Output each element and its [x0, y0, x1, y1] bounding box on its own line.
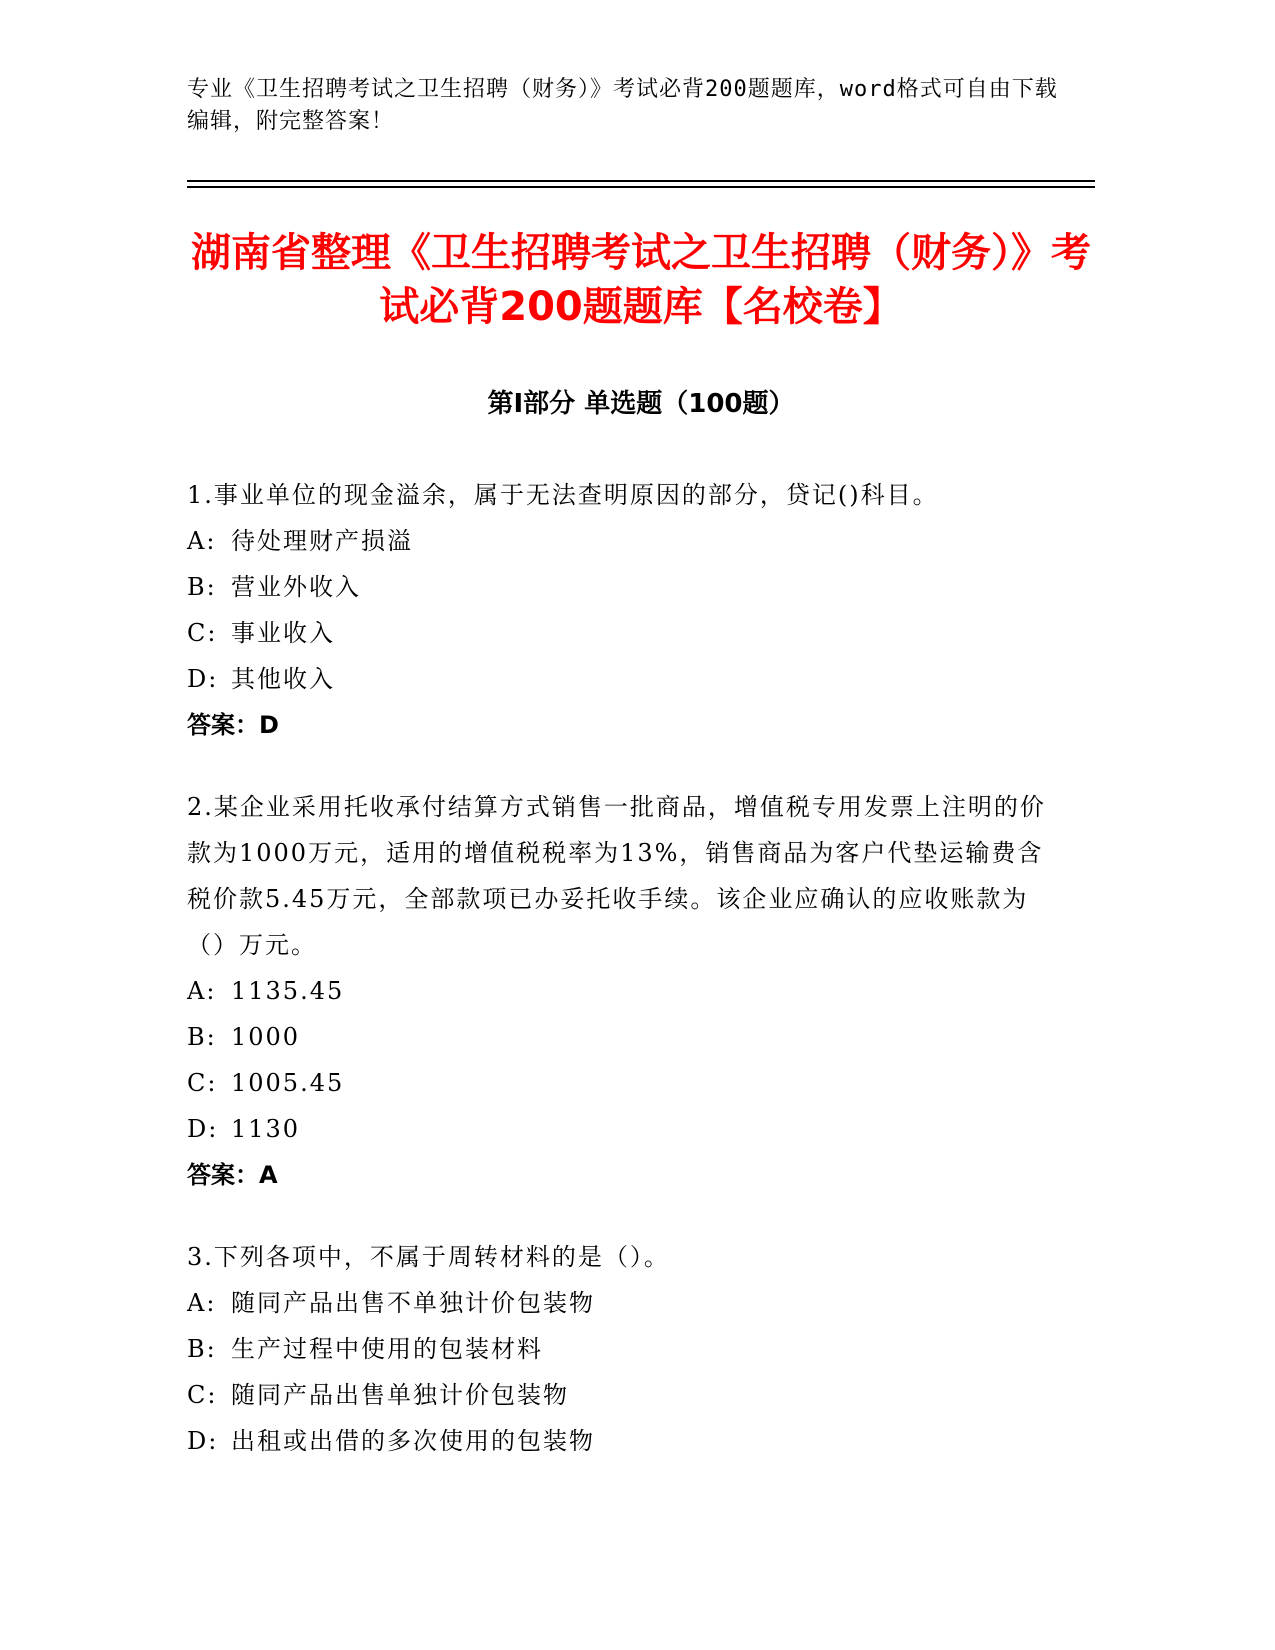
option-letter: B: [187, 1023, 217, 1051]
option-b [187, 1326, 1067, 1372]
section-title: 第I部分 单选题（100题） [487, 389, 795, 419]
option-text: 营业外收入 [231, 573, 361, 601]
option-text: 1135.45 [231, 977, 345, 1005]
option-text: 出租或出借的多次使用的包装物 [231, 1427, 595, 1455]
option-c [187, 1372, 1067, 1418]
option-b [187, 1014, 1067, 1060]
option-letter: A: [187, 527, 217, 555]
option-letter: A: [187, 977, 217, 1005]
option-text: 生产过程中使用的包装材料 [231, 1335, 543, 1363]
option-text: 1130 [231, 1115, 301, 1143]
header-divider-bottom [187, 186, 1095, 188]
option-text: 待处理财产损溢 [231, 527, 413, 555]
answer-label: 答案：A [187, 1161, 278, 1189]
option-d [187, 1418, 1067, 1464]
option-c [187, 1060, 1067, 1106]
document-title: 湖南省整理《卫生招聘考试之卫生招聘（财务）》考试必背200题题库【名校卷】 [191, 230, 1091, 330]
option-letter: D: [187, 665, 219, 693]
option-letter: D: [187, 1427, 219, 1455]
option-a [187, 968, 1067, 1014]
question-stem: 3.下列各项中，不属于周转材料的是（）。 [187, 1243, 670, 1271]
question-2 [187, 784, 1067, 1198]
option-letter: C: [187, 619, 218, 647]
option-d [187, 656, 1067, 702]
option-a [187, 518, 1067, 564]
option-text: 随同产品出售单独计价包装物 [231, 1381, 569, 1409]
question-1 [187, 472, 1067, 748]
option-b [187, 564, 1067, 610]
question-stem: 2.某企业采用托收承付结算方式销售一批商品，增值税专用发票上注明的价款为1000万元，适用的增值税税率为13%，销售商品为客户代垫运输费含税价款5.45万元，全部款项已办妥托收手续。该企业应确认的应收账款为（）万元。 [187, 793, 1046, 959]
option-letter: A: [187, 1289, 217, 1317]
option-letter: C: [187, 1381, 218, 1409]
option-letter: D: [187, 1115, 219, 1143]
answer-label: 答案：D [187, 711, 279, 739]
option-d [187, 1106, 1067, 1152]
option-text: 其他收入 [231, 665, 335, 693]
option-letter: C: [187, 1069, 218, 1097]
header-divider-top [187, 180, 1095, 182]
option-text: 随同产品出售不单独计价包装物 [231, 1289, 595, 1317]
header-note: 专业《卫生招聘考试之卫生招聘（财务）》考试必背200题题库，word格式可自由下载编辑，附完整答案！ [187, 77, 1058, 134]
question-list [187, 472, 1067, 1500]
option-c [187, 610, 1067, 656]
option-a [187, 1280, 1067, 1326]
option-text: 1000 [231, 1023, 301, 1051]
option-text: 事业收入 [231, 619, 335, 647]
question-stem: 1.事业单位的现金溢余，属于无法查明原因的部分，贷记()科目。 [187, 481, 939, 509]
option-letter: B: [187, 1335, 217, 1363]
option-text: 1005.45 [231, 1069, 345, 1097]
question-3 [187, 1234, 1067, 1464]
option-letter: B: [187, 573, 217, 601]
